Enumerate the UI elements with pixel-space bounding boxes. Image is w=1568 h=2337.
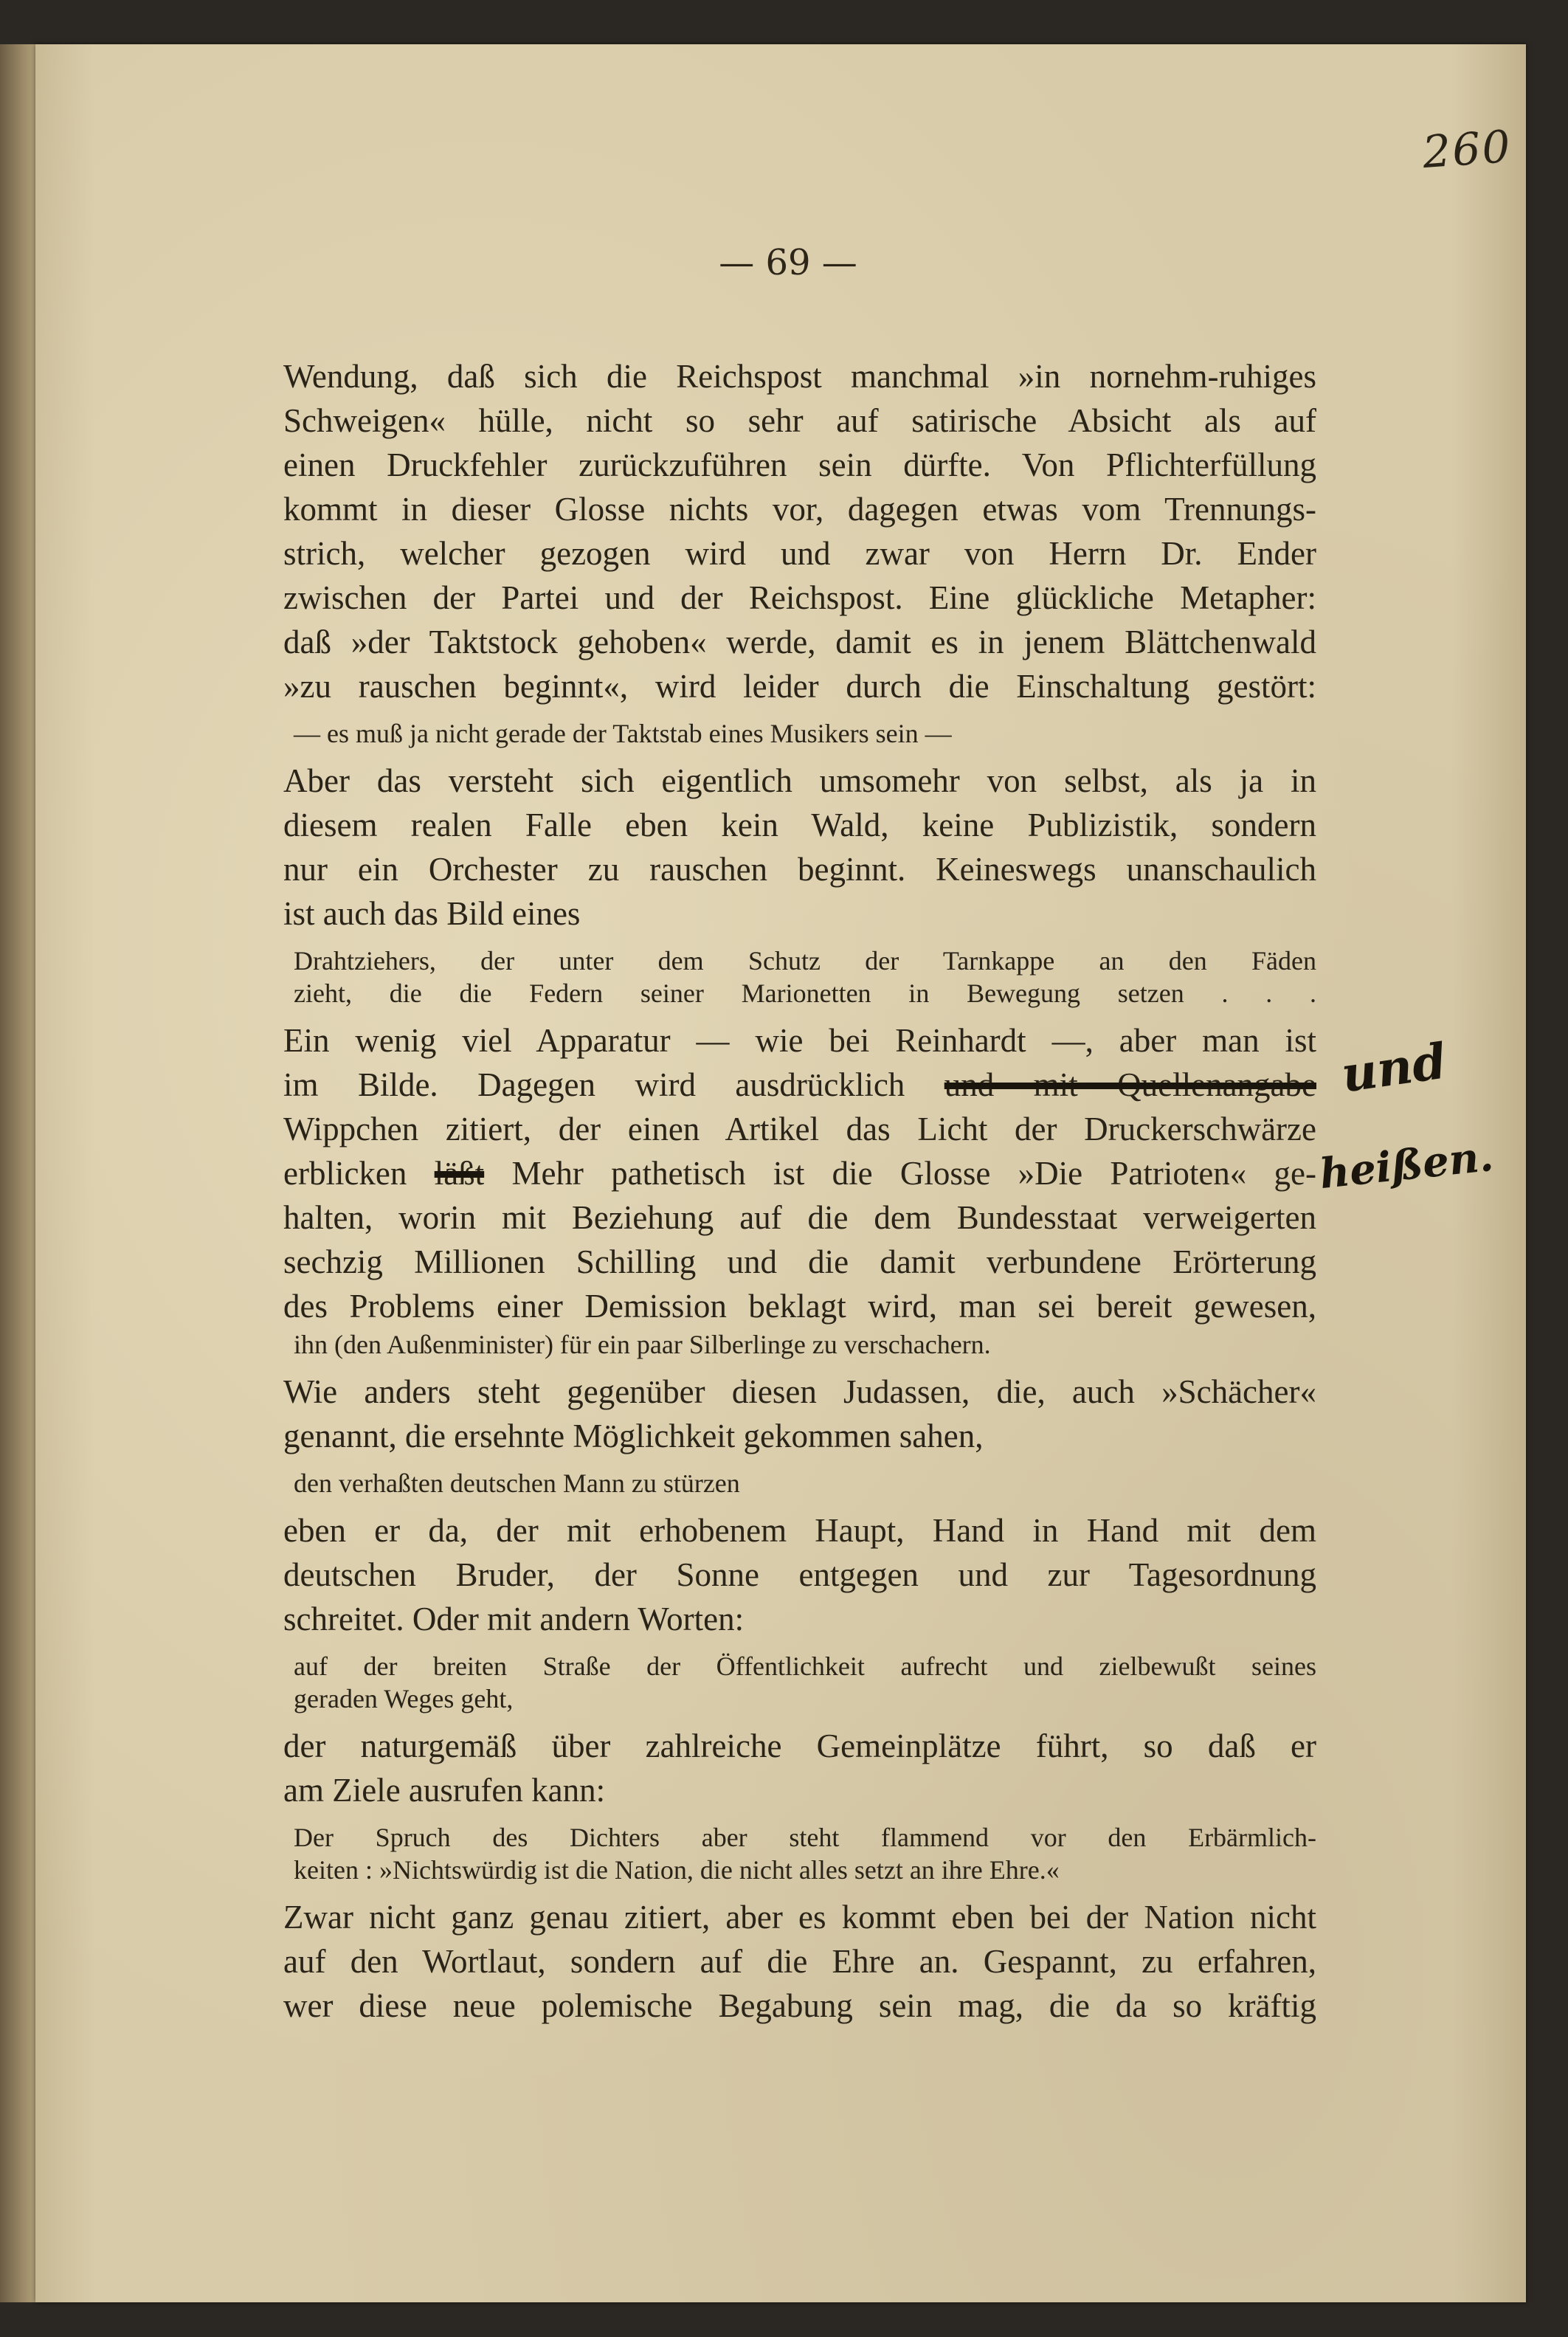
text-line: Zwar nicht ganz genau zitiert, aber es kommt eben bei der Nation nicht <box>283 1899 1316 1936</box>
quote-line: den verhaßten deutschen Mann zu stürzen <box>294 1468 740 1498</box>
text-line <box>283 1151 1316 1195</box>
margin-note-heissen: heißen. <box>1317 1131 1496 1199</box>
text-line: diesem realen Falle eben kein Wald, keine Publizistik, sondern <box>283 807 1316 843</box>
page-number: — 69 — <box>719 242 857 283</box>
text-line: Wendung, daß sich die Reichspost manchmal »in nornehm-ruhiges <box>283 358 1316 395</box>
quote-line: Drahtziehers, der unter dem Schutz der Tarnkappe an den Fäden <box>294 946 1316 976</box>
text-line: der naturgemäß über zahlreiche Gemeinplätze führt, so daß er <box>283 1727 1316 1764</box>
text-line: nur ein Orchester zu rauschen beginnt. Keineswegs unanschaulich <box>283 851 1316 888</box>
quote-line: ihn (den Außenminister) für ein paar Silberlinge zu verschachern. <box>294 1330 991 1359</box>
text-line: Wippchen zitiert, der einen Artikel das Licht der Druckerschwärze <box>283 1111 1316 1147</box>
text-line: zwischen der Partei und der Reichspost. Eine glückliche Metapher: <box>283 579 1316 616</box>
text-line: strich, welcher gezogen wird und zwar von Herrn Dr. Ender <box>283 535 1316 572</box>
text-line: Aber das versteht sich eigentlich umsomehr von selbst, als ja in <box>283 762 1316 799</box>
text-line: Wie anders steht gegenüber diesen Judassen, die, auch »Schächer« <box>283 1373 1316 1410</box>
text-line: wer diese neue polemische Begabung sein mag, die da so kräftig <box>283 1987 1316 2024</box>
text-line: Ein wenig viel Apparatur — wie bei Reinhardt —, aber man ist <box>283 1022 1316 1059</box>
quote-line: keiten : »Nichtswürdig ist die Nation, die nicht alles setzt an ihre Ehre.« <box>294 1855 1060 1885</box>
text-line: schreitet. Oder mit andern Worten: <box>283 1601 745 1637</box>
struck-text: läßt <box>434 1155 485 1192</box>
text-line: einen Druckfehler zurückzuführen sein dürfte. Von Pflichterfüllung <box>283 446 1316 483</box>
struck-text: und mit Quellenangabe <box>944 1066 1316 1103</box>
quote-line: — es muß ja nicht gerade der Taktstab eines Musikers sein — <box>294 719 952 748</box>
text-line: Schweigen« hülle, nicht so sehr auf satirische Absicht als auf <box>283 402 1316 439</box>
text-line: am Ziele ausrufen kann: <box>283 1772 606 1809</box>
text-line: ist auch das Bild eines <box>283 895 581 932</box>
text-segment: erblicken <box>283 1155 407 1192</box>
body-text <box>283 354 1316 2028</box>
text-line <box>283 1063 1316 1107</box>
quote-line: geraden Weges geht, <box>294 1684 514 1713</box>
text-line: auf den Wortlaut, sondern auf die Ehre an. Gespannt, zu erfahren, <box>283 1943 1316 1980</box>
text-line: »zu rauschen beginnt«, wird leider durch die Einschaltung gestört: <box>283 668 1316 705</box>
text-line: halten, worin mit Beziehung auf die dem Bundesstaat verweigerten <box>283 1199 1316 1236</box>
text-line: daß »der Taktstock gehoben« werde, damit es in jenem Blättchenwald <box>283 624 1316 660</box>
text-line: des Problems einer Demission beklagt wird, man sei bereit gewesen, <box>283 1288 1316 1325</box>
text-line: sechzig Millionen Schilling und die damit verbundene Erörterung <box>283 1243 1316 1280</box>
text-segment: Mehr pathetisch ist die Glosse »Die Patrioten« ge- <box>511 1155 1317 1192</box>
text-line: kommt in dieser Glosse nichts vor, dagegen etwas vom Trennungs- <box>283 491 1316 528</box>
quote-line: auf der breiten Straße der Öffentlichkeit aufrecht und zielbewußt seines <box>294 1651 1316 1681</box>
quote-line: Der Spruch des Dichters aber steht flammend vor den Erbärmlich- <box>294 1823 1316 1852</box>
text-line: genannt, die ersehnte Möglichkeit gekommen sahen, <box>283 1418 984 1454</box>
text-line: deutschen Bruder, der Sonne entgegen und zur Tagesordnung <box>283 1556 1316 1593</box>
text-line: eben er da, der mit erhobenem Haupt, Hand in Hand mit dem <box>283 1512 1316 1549</box>
quote-line: zieht, die die Federn seiner Marionetten in Bewegung setzen . . . <box>294 978 1316 1008</box>
margin-note-und: und <box>1338 1032 1450 1104</box>
page-edge <box>0 44 38 2302</box>
archive-number: 260 <box>1420 120 1513 179</box>
text-segment: im Bilde. Dagegen wird ausdrücklich <box>283 1066 905 1103</box>
document-page <box>35 44 1526 2302</box>
